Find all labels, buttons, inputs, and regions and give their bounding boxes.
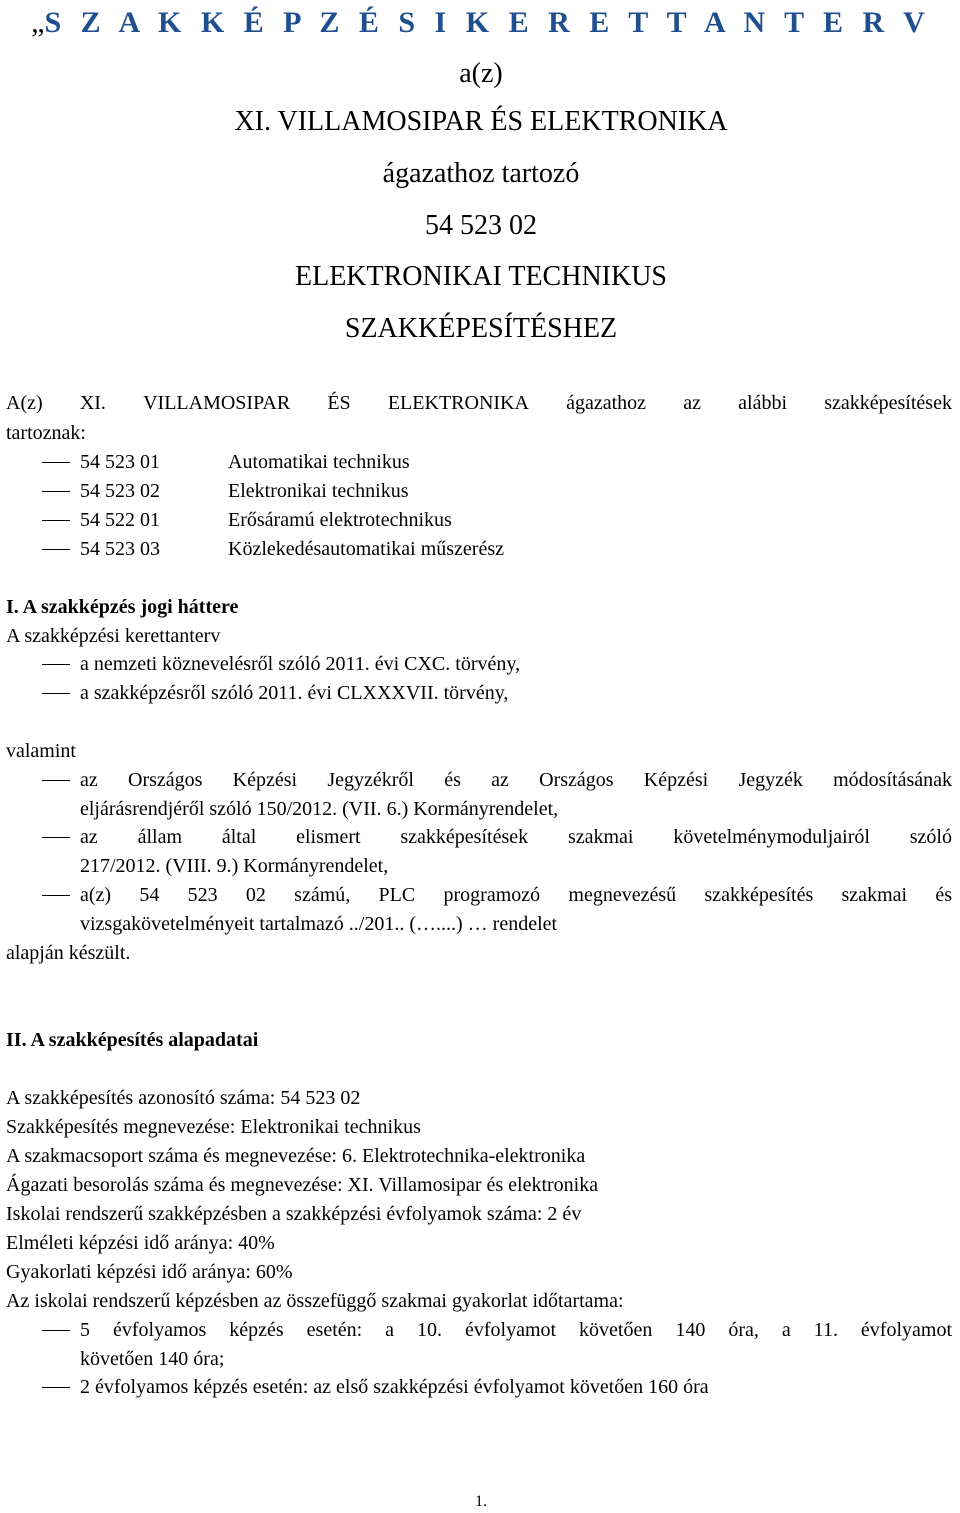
- section-1-heading: I. A szakképzés jogi háttere: [6, 596, 239, 618]
- dash-bullet: [42, 549, 70, 550]
- title-suffix: SZAKKÉPESÍTÉSHEZ: [344, 313, 618, 344]
- data-line: Szakképesítés megnevezése: Elektronikai technikus: [6, 1116, 421, 1138]
- title-code: 54 523 02: [425, 210, 537, 241]
- document-page: [6, 0, 956, 1513]
- regulation-line: az Országos Képzési Jegyzékről és az Országos Képzési Jegyzék módosításának: [80, 769, 952, 791]
- section-1-intro: A szakképzési kerettanterv: [6, 625, 221, 647]
- intro-line-2: tartoznak:: [6, 422, 86, 444]
- document-title: [6, 6, 956, 40]
- qualification-code: 54 523 02: [80, 480, 160, 502]
- law-item: a szakképzésről szóló 2011. évi CLXXXVII. törvény,: [80, 682, 509, 704]
- data-line: Gyakorlati képzési idő aránya: 60%: [6, 1261, 293, 1283]
- intro-word: VILLAMOSIPAR: [143, 392, 291, 414]
- qualification-code: 54 523 01: [80, 451, 160, 473]
- intro-word: ágazathoz: [566, 392, 647, 414]
- qualification-code: 54 522 01: [80, 509, 160, 531]
- opening-quote: „: [31, 6, 45, 39]
- intro-word: XI.: [79, 392, 106, 414]
- dash-bullet: [42, 1387, 70, 1388]
- data-line: A szakmacsoport száma és megnevezése: 6. Elektrotechnika-elektronika: [6, 1145, 586, 1167]
- regulation-line: eljárásrendjéről szóló 150/2012. (VII. 6.) Kormányrendelet,: [80, 798, 559, 820]
- data-line: A szakképesítés azonosító száma: 54 523 02: [6, 1087, 361, 1109]
- dash-bullet: [42, 462, 70, 463]
- data-line: Iskolai rendszerű szakképzésben a szakképzési évfolyamok száma: 2 év: [6, 1203, 582, 1225]
- practice-line: követően 140 óra;: [80, 1348, 225, 1370]
- qualification-code: 54 523 03: [80, 538, 160, 560]
- title-qualification: ELEKTRONIKAI TECHNIKUS: [295, 261, 667, 292]
- dash-bullet: [42, 837, 70, 838]
- qualification-name: Közlekedésautomatikai műszerész: [228, 538, 504, 560]
- closing-text: alapján készült.: [6, 942, 131, 964]
- dash-bullet: [42, 520, 70, 521]
- page-number: 1.: [475, 1493, 487, 1510]
- law-item: a nemzeti köznevelésről szóló 2011. évi CXC. törvény,: [80, 653, 521, 675]
- dash-bullet: [42, 664, 70, 665]
- qualification-name: Automatikai technikus: [228, 451, 410, 473]
- intro-word: ELEKTRONIKA: [387, 392, 529, 414]
- dash-bullet: [42, 693, 70, 694]
- title-az: a(z): [459, 58, 503, 89]
- section-2-heading: II. A szakképesítés alapadatai: [6, 1029, 259, 1051]
- dash-bullet: [42, 491, 70, 492]
- intro-line-1: [6, 393, 952, 413]
- valamint-text: valamint: [6, 740, 76, 762]
- title-text: S Z A K K É P Z É S I K E R E T T A N T E R V: [44, 6, 931, 39]
- intro-word: az: [683, 392, 701, 414]
- practice-line: 2 évfolyamos képzés esetén: az első szakképzési évfolyamot követően 160 óra: [80, 1376, 709, 1398]
- data-line: Ágazati besorolás száma és megnevezése: XI. Villamosipar és elektronika: [6, 1174, 599, 1196]
- dash-bullet: [42, 1330, 70, 1331]
- intro-word: alábbi: [738, 392, 788, 414]
- data-line: Az iskolai rendszerű képzésben az összefüggő szakmai gyakorlat időtartama:: [6, 1290, 624, 1312]
- data-line: Elméleti képzési idő aránya: 40%: [6, 1232, 275, 1254]
- practice-line: 5 évfolyamos képzés esetén: a 10. évfolyamot követően 140 óra, a 11. évfolyamot: [80, 1319, 952, 1341]
- qualification-name: Erősáramú elektrotechnikus: [228, 509, 452, 531]
- intro-word: ÉS: [327, 392, 351, 414]
- regulation-line: vizsgakövetelményeit tartalmazó ../201.. (…....) … rendelet: [80, 913, 558, 935]
- intro-word: A(z): [6, 392, 43, 414]
- title-sector: XI. VILLAMOSIPAR ÉS ELEKTRONIKA: [234, 106, 728, 137]
- qualification-name: Elektronikai technikus: [228, 480, 409, 502]
- dash-bullet: [42, 895, 70, 896]
- title-belongs: ágazathoz tartozó: [382, 158, 580, 189]
- regulation-line: 217/2012. (VIII. 9.) Kormányrendelet,: [80, 855, 389, 877]
- intro-word: szakképesítések: [824, 392, 952, 414]
- regulation-line: a(z) 54 523 02 számú, PLC programozó megnevezésű szakképesítés szakmai és: [80, 884, 952, 906]
- regulation-line: az állam által elismert szakképesítések szakmai követelménymoduljairól szóló: [80, 826, 952, 848]
- dash-bullet: [42, 780, 70, 781]
